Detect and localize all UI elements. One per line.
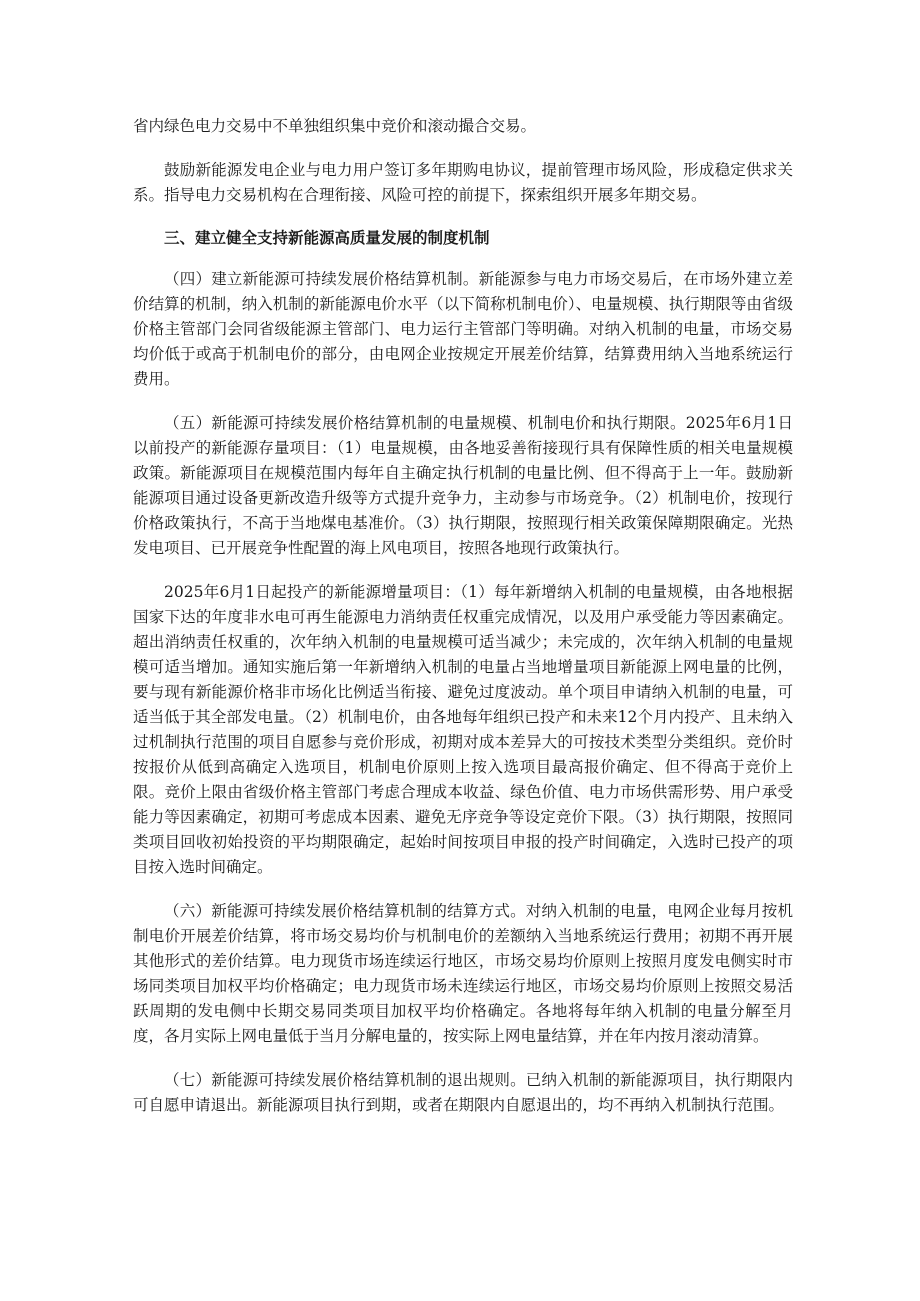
section-heading-3: 三、建立健全支持新能源高质量发展的制度机制: [164, 229, 490, 247]
paragraph-item-7: （七）新能源可持续发展价格结算机制的退出规则。已纳入机制的新能源项目，执行期限内可自愿申请退出。新能源项目执行到期，或者在期限内自愿退出的，均不再纳入机制执行范围。: [133, 1071, 793, 1114]
paragraph-item-6: （六）新能源可持续发展价格结算机制的结算方式。对纳入机制的电量，电网企业每月按机制电价开展差价结算，将市场交易均价与机制电价的差额纳入当地系统运行费用；初期不再开展其他形式的差价结算。电力现货市场连续运行地区，市场交易均价原则上按照月度发电侧实时市场同类项目加权平均价格确定；电力现货市场未连续运行地区，市场交易均价原则上按照交易活跃周期的发电侧中长期交易同类项目加权平均价格确定。各地将每年纳入机制的电量分解至月度，各月实际上网电量低于当月分解电量的，按实际上网电量结算，并在年内按月滚动清算。: [133, 902, 793, 1045]
paragraph-item-5: （五）新能源可持续发展价格结算机制的电量规模、机制电价和执行期限。2025年6月1日以前投产的新能源存量项目：（1）电量规模，由各地妥善衔接现行具有保障性质的相关电量规模政策。新能源项目在规模范围内每年自主确定执行机制的电量比例、但不得高于上一年。鼓励新能源项目通过设备更新改造升级等方式提升竞争力，主动参与市场竞争。（2）机制电价，按现行价格政策执行，不高于当地煤电基准价。（3）执行期限，按照现行相关政策保障期限确定。光热发电项目、已开展竞争性配置的海上风电项目，按照各地现行政策执行。: [133, 414, 793, 557]
paragraph-continuation: 省内绿色电力交易中不单独组织集中竞价和滚动撮合交易。: [133, 117, 537, 135]
paragraph-item-4: （四）建立新能源可持续发展价格结算机制。新能源参与电力市场交易后，在市场外建立差价结算的机制，纳入机制的新能源电价水平（以下简称机制电价）、电量规模、执行期限等由省级价格主管部门会同省级能源主管部门、电力运行主管部门等明确。对纳入机制的电量，市场交易均价低于或高于机制电价的部分，由电网企业按规定开展差价结算，结算费用纳入当地系统运行费用。: [133, 270, 793, 388]
document-page: [133, 114, 793, 1118]
paragraph-incremental-projects: 2025年6月1日起投产的新能源增量项目：（1）每年新增纳入机制的电量规模，由各地根据国家下达的年度非水电可再生能源电力消纳责任权重完成情况，以及用户承受能力等因素确定。超出消纳责任权重的，次年纳入机制的电量规模可适当减少；未完成的，次年纳入机制的电量规模可适当增加。通知实施后第一年新增纳入机制的电量占当地增量项目新能源上网电量的比例，要与现有新能源价格非市场化比例适当衔接、避免过度波动。单个项目申请纳入机制的电量，可适当低于其全部发电量。（2）机制电价，由各地每年组织已投产和未来12个月内投产、且未纳入过机制执行范围的项目自愿参与竞价形成，初期对成本差异大的可按技术类型分类组织。竞价时按报价从低到高确定入选项目，机制电价原则上按入选项目最高报价确定、但不得高于竞价上限。竞价上限由省级价格主管部门考虑合理成本收益、绿色价值、电力市场供需形势、用户承受能力等因素确定，初期可考虑成本因素、避免无序竞争等设定竞价下限。（3）执行期限，按照同类项目回收初始投资的平均期限确定，起始时间按项目申报的投产时间确定，入选时已投产的项目按入选时间确定。: [133, 583, 793, 876]
paragraph-multi-year-agreement: 鼓励新能源发电企业与电力用户签订多年期购电协议，提前管理市场风险，形成稳定供求关系。指导电力交易机构在合理衔接、风险可控的前提下，探索组织开展多年期交易。: [133, 161, 793, 204]
